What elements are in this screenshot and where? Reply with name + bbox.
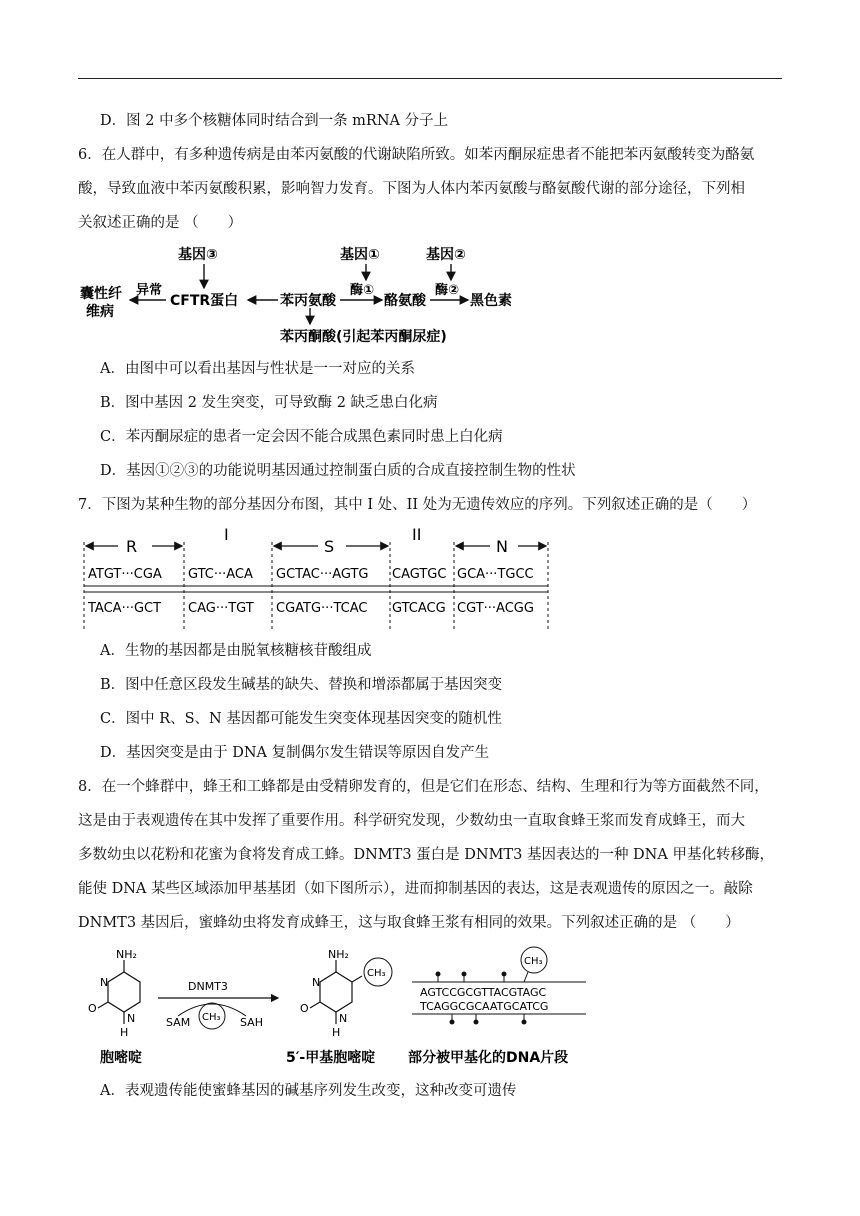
gene-r-label: R [126,537,138,556]
sah-label: SAH [240,1016,263,1029]
methylc-h: H [332,1026,341,1039]
methylcytosine-structure [310,960,362,1024]
cytosine-n1: N [127,1012,136,1025]
ppa-label: 苯丙酮酸(引起苯丙酮尿症) [280,329,447,345]
q7-option-b: B．图中任意区段发生碱基的缺失、替换和增添都属于基因突变 [100,677,503,693]
disease-label-2: 维病 [86,304,114,320]
q7-option-c: C．图中 R、S、N 基因都可能发生突变体现基因突变的随机性 [100,711,502,727]
enzyme2-label: 酶② [435,283,460,298]
bottom-seq-r: TACA···GCT [88,601,162,616]
q5-option-d: D．图 2 中多个核糖体同时结合到一条 mRNA 分子上 [100,113,449,129]
q6-stem-line2: 酸，导致血液中苯丙氨酸积累，影响智力发育。下图为人体内苯丙氨酸与酪氨酸代谢的部分途径，下列相 [78,181,745,197]
bottom-seq-n: CGT···ACGG [457,601,534,616]
q8-option-a: A．表观遗传能使蜜蜂基因的碱基序列发生改变，这种改变可遗传 [100,1083,517,1099]
q6-option-d: D．基因①②③的功能说明基因通过控制蛋白质的合成直接控制生物的性状 [100,463,576,479]
gene2-label: 基因② [426,247,466,263]
q8-stem-line1: 8．在一个蜂群中，蜂王和工蜂都是由受精卵发育的，但是它们在形态、结构、生理和行为等方面截然不同， [78,779,769,795]
q6-stem-line1: 6．在人群中，有多种遗传病是由苯丙氨酸的代谢缺陷所致。如苯丙酮尿症患者不能把苯丙氨酸转变为酪氨 [78,147,755,163]
top-seq-r: ATGT···CGA [88,567,162,582]
top-seq-ii: CAGTGC [392,567,447,582]
cytosine-n3: N [100,976,109,989]
region-ii-label: II [412,525,422,544]
gene3-label: 基因③ [178,247,218,263]
q6-stem-line3: 关叙述正确的是 （ ） [78,215,243,231]
q8-stem-line2: 这是由于表观遗传在其中发挥了重要作用。科学研究发现，少数幼虫一直取食蜂王浆而发育成蜂王，而大 [78,813,745,829]
fragment-caption: 部分被甲基化的DNA片段 [408,1050,569,1066]
top-seq-i: GTC···ACA [188,567,253,582]
header-rule [78,78,782,79]
gene-s-label: S [324,537,335,556]
top-seq-n: GCA···TGCC [457,567,534,582]
tyr-label: 酪氨酸 [384,293,426,309]
q7-option-d: D．基因突变是由于 DNA 复制偶尔发生错误等原因自发产生 [100,745,490,761]
ch3-methyl: CH₃ [367,968,386,979]
q8-methylation-diagram [78,944,598,1070]
disease-label-1: 囊性纤 [80,286,122,302]
q7-option-a: A．生物的基因都是由脱氧核糖核苷酸组成 [100,643,372,659]
methylc-caption: 5′-甲基胞嘧啶 [286,1050,376,1066]
q6-option-c: C．苯丙酮尿症的患者一定会因不能合成黑色素同时患上白化病 [100,429,503,445]
gene-n-label: N [496,537,508,556]
methylc-n1: N [339,1012,348,1025]
bottom-seq-i: CAG···TGT [188,601,254,616]
cytosine-nh2: NH₂ [116,948,137,961]
cytosine-caption: 胞嘧啶 [100,1050,142,1066]
ch3-reaction: CH₃ [202,1012,221,1023]
q6-option-a: A．由图中可以看出基因与性状是一一对应的关系 [100,361,415,377]
cytosine-o: O [88,1002,97,1015]
dnmt3-label: DNMT3 [188,980,228,993]
q8-stem-line4: 能使 DNA 某些区域添加甲基基团（如下图所示），进而抑制基因的表达，这是表观遗传的原因之一。敲除 [78,881,753,897]
bottom-seq-ii: GTCACG [392,601,446,616]
q7-gene-map-diagram [78,522,558,632]
q7-stem: 7．下图为某种生物的部分基因分布图，其中 I 处、II 处为无遗传效应的序列。下列叙述正确的是（ ） [78,497,757,513]
region-i-label: I [224,525,229,544]
ch3-fragment: CH₃ [524,956,543,967]
gene1-label: 基因① [340,247,380,263]
phe-label: 苯丙氨酸 [280,293,336,309]
q8-stem-line3: 多数幼虫以花粉和花蜜为食将发育成工蜂。DNMT3 蛋白是 DNMT3 基因表达的一种 DNA 甲基化转移酶， [78,847,774,863]
methylc-nh2: NH₂ [328,948,349,961]
melanin-label: 黑色素 [470,293,512,309]
cytosine-h: H [120,1026,129,1039]
q6-option-b: B．图中基因 2 发生突变，可导致酶 2 缺乏患白化病 [100,395,438,411]
enzyme1-label: 酶① [350,283,375,298]
bottom-seq-s: CGATG···TCAC [276,601,368,616]
fragment-seq-top: AGTCCGCGTTACGTAGC [420,986,547,999]
methylc-n3: N [312,976,321,989]
top-seq-s: GCTAC···AGTG [276,567,369,582]
sam-label: SAM [166,1016,191,1029]
ch3-fragment-link [524,972,528,982]
methylc-o: O [300,1002,309,1015]
abnormal-label: 异常 [136,283,163,298]
fragment-seq-bottom: TCAGGCGCAATGCATCG [420,1000,549,1013]
q8-stem-line5: DNMT3 基因后，蜜蜂幼虫将发育成蜂王，这与取食蜂王浆有相同的效果。下列叙述正确的是 （ ） [78,915,740,931]
cftr-label: CFTR蛋白 [170,293,239,309]
q6-metabolism-diagram [78,240,538,350]
